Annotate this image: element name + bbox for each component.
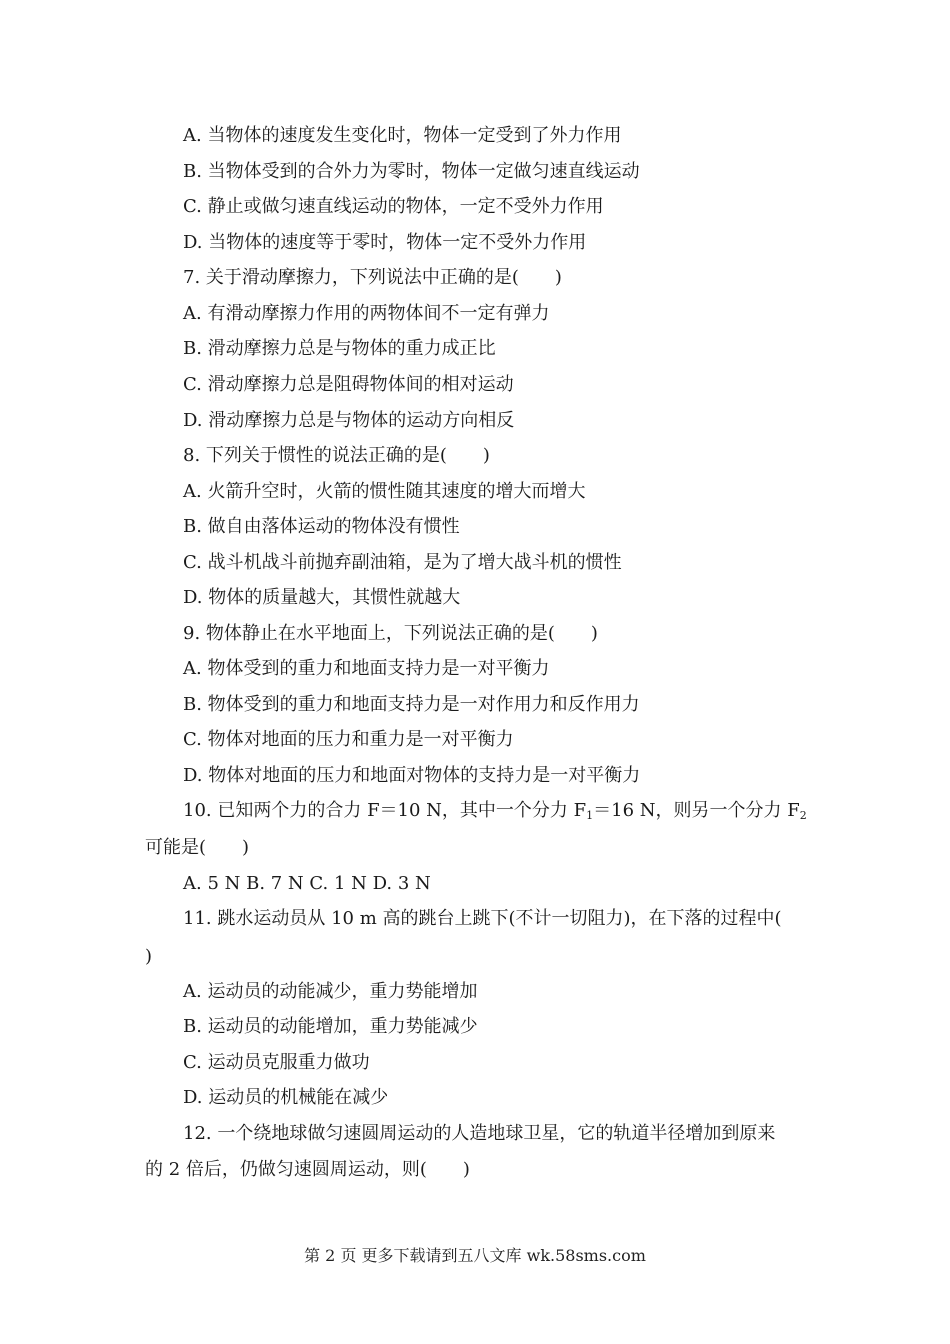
q12-stem-continuation: 的 2 倍后，仍做匀速圆周运动，则( ) bbox=[145, 1159, 470, 1180]
q9-stem: 9. 物体静止在水平地面上，下列说法正确的是( ) bbox=[183, 623, 598, 644]
q10-subscript-1: 1 bbox=[586, 809, 594, 822]
q8-option-b: B. 做自由落体运动的物体没有惯性 bbox=[183, 516, 460, 537]
q7-option-c: C. 滑动摩擦力总是阻碍物体间的相对运动 bbox=[183, 374, 514, 395]
q6-option-c: C. 静止或做匀速直线运动的物体，一定不受外力作用 bbox=[183, 196, 604, 217]
q7-option-d: D. 滑动摩擦力总是与物体的运动方向相反 bbox=[183, 410, 515, 431]
q11-stem: 11. 跳水运动员从 10 m 高的跳台上跳下(不计一切阻力)，在下落的过程中( bbox=[183, 908, 782, 929]
q10-stem bbox=[183, 799, 807, 828]
q9-option-a: A. 物体受到的重力和地面支持力是一对平衡力 bbox=[183, 658, 550, 679]
q11-stem-continuation: ) bbox=[145, 946, 153, 967]
q10-stem-part2: ＝16 N，则另一个分力 F bbox=[593, 800, 800, 821]
q8-option-a: A. 火箭升空时，火箭的惯性随其速度的增大而增大 bbox=[183, 481, 586, 502]
q9-option-b: B. 物体受到的重力和地面支持力是一对作用力和反作用力 bbox=[183, 694, 640, 715]
q10-subscript-2: 2 bbox=[799, 809, 807, 822]
q8-option-d: D. 物体的质量越大，其惯性就越大 bbox=[183, 587, 461, 608]
q6-option-d: D. 当物体的速度等于零时，物体一定不受外力作用 bbox=[183, 232, 587, 253]
q9-option-c: C. 物体对地面的压力和重力是一对平衡力 bbox=[183, 729, 514, 750]
q11-option-c: C. 运动员克服重力做功 bbox=[183, 1052, 370, 1073]
q9-option-d: D. 物体对地面的压力和地面对物体的支持力是一对平衡力 bbox=[183, 765, 641, 786]
q6-option-b: B. 当物体受到的合外力为零时，物体一定做匀速直线运动 bbox=[183, 161, 640, 182]
q10-options: A. 5 N B. 7 N C. 1 N D. 3 N bbox=[183, 873, 431, 894]
q8-option-c: C. 战斗机战斗前抛弃副油箱，是为了增大战斗机的惯性 bbox=[183, 552, 622, 573]
q10-stem-part1: 10. 已知两个力的合力 F＝10 N，其中一个分力 F bbox=[183, 800, 587, 821]
q7-option-b: B. 滑动摩擦力总是与物体的重力成正比 bbox=[183, 338, 496, 359]
q6-option-a: A. 当物体的速度发生变化时，物体一定受到了外力作用 bbox=[183, 125, 622, 146]
q11-option-b: B. 运动员的动能增加，重力势能减少 bbox=[183, 1016, 478, 1037]
q10-stem-continuation: 可能是( ) bbox=[145, 837, 250, 858]
q12-stem: 12. 一个绕地球做匀速圆周运动的人造地球卫星，它的轨道半径增加到原来 bbox=[183, 1123, 776, 1144]
q11-option-a: A. 运动员的动能减少，重力势能增加 bbox=[183, 981, 478, 1002]
q7-stem: 7. 关于滑动摩擦力，下列说法中正确的是( ) bbox=[183, 267, 562, 288]
page-footer: 第 2 页 更多下载请到五八文库 wk.58sms.com bbox=[304, 1246, 646, 1265]
q8-stem: 8. 下列关于惯性的说法正确的是( ) bbox=[183, 445, 490, 466]
q7-option-a: A. 有滑动摩擦力作用的两物体间不一定有弹力 bbox=[183, 303, 550, 324]
q11-option-d: D. 运动员的机械能在减少 bbox=[183, 1087, 389, 1108]
